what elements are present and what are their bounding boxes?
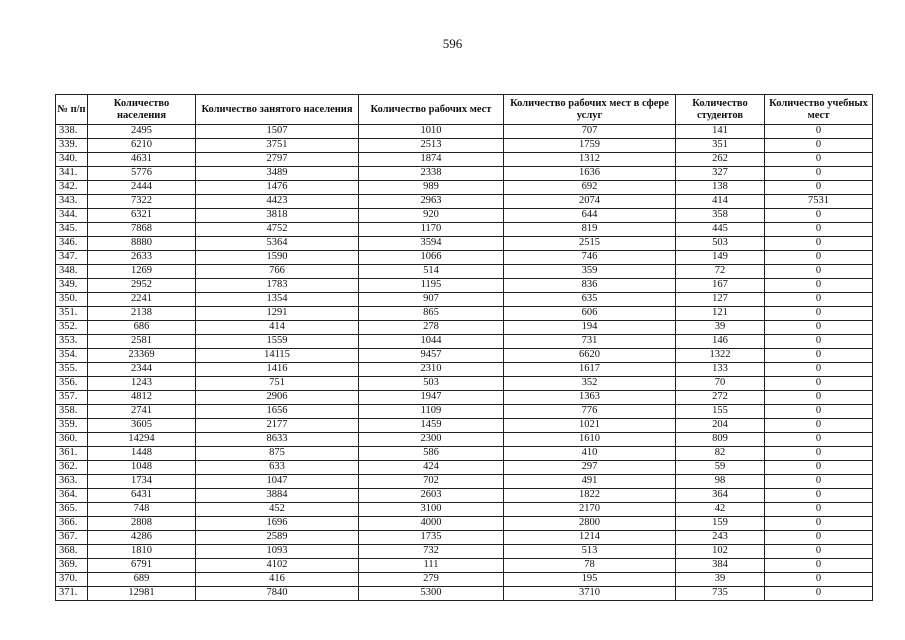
cell-row-number: 365. bbox=[56, 503, 88, 517]
table-row bbox=[56, 559, 873, 573]
cell-row-number: 351. bbox=[56, 307, 88, 321]
cell-employed-population: 4752 bbox=[196, 223, 359, 237]
cell-jobs: 2300 bbox=[359, 433, 504, 447]
cell-study-places: 0 bbox=[765, 447, 873, 461]
cell-study-places: 0 bbox=[765, 251, 873, 265]
cell-row-number: 369. bbox=[56, 559, 88, 573]
cell-students: 364 bbox=[676, 489, 765, 503]
cell-study-places: 0 bbox=[765, 167, 873, 181]
header-students: Количество студентов bbox=[676, 95, 765, 125]
cell-students: 39 bbox=[676, 321, 765, 335]
cell-service-jobs: 731 bbox=[504, 335, 676, 349]
table-row bbox=[56, 293, 873, 307]
cell-students: 384 bbox=[676, 559, 765, 573]
cell-service-jobs: 707 bbox=[504, 125, 676, 139]
cell-students: 204 bbox=[676, 419, 765, 433]
cell-jobs: 503 bbox=[359, 377, 504, 391]
cell-employed-population: 3884 bbox=[196, 489, 359, 503]
table-body bbox=[56, 125, 873, 601]
cell-jobs: 1010 bbox=[359, 125, 504, 139]
cell-jobs: 1874 bbox=[359, 153, 504, 167]
cell-service-jobs: 2074 bbox=[504, 195, 676, 209]
cell-population: 2344 bbox=[88, 363, 196, 377]
cell-population: 4631 bbox=[88, 153, 196, 167]
cell-students: 327 bbox=[676, 167, 765, 181]
cell-jobs: 3100 bbox=[359, 503, 504, 517]
table-row bbox=[56, 223, 873, 237]
cell-students: 141 bbox=[676, 125, 765, 139]
cell-row-number: 371. bbox=[56, 587, 88, 601]
cell-students: 121 bbox=[676, 307, 765, 321]
cell-row-number: 360. bbox=[56, 433, 88, 447]
cell-service-jobs: 1214 bbox=[504, 531, 676, 545]
cell-row-number: 343. bbox=[56, 195, 88, 209]
table-row bbox=[56, 279, 873, 293]
cell-population: 2241 bbox=[88, 293, 196, 307]
cell-row-number: 344. bbox=[56, 209, 88, 223]
cell-row-number: 367. bbox=[56, 531, 88, 545]
cell-study-places: 0 bbox=[765, 475, 873, 489]
cell-study-places: 0 bbox=[765, 573, 873, 587]
cell-population: 689 bbox=[88, 573, 196, 587]
cell-employed-population: 1476 bbox=[196, 181, 359, 195]
table-row bbox=[56, 419, 873, 433]
table-row bbox=[56, 405, 873, 419]
cell-population: 2138 bbox=[88, 307, 196, 321]
cell-students: 1322 bbox=[676, 349, 765, 363]
cell-population: 2808 bbox=[88, 517, 196, 531]
cell-population: 23369 bbox=[88, 349, 196, 363]
cell-population: 4286 bbox=[88, 531, 196, 545]
cell-service-jobs: 491 bbox=[504, 475, 676, 489]
cell-students: 102 bbox=[676, 545, 765, 559]
cell-population: 4812 bbox=[88, 391, 196, 405]
cell-population: 6431 bbox=[88, 489, 196, 503]
cell-row-number: 340. bbox=[56, 153, 88, 167]
cell-employed-population: 1354 bbox=[196, 293, 359, 307]
cell-service-jobs: 359 bbox=[504, 265, 676, 279]
cell-jobs: 4000 bbox=[359, 517, 504, 531]
table-row bbox=[56, 461, 873, 475]
cell-population: 12981 bbox=[88, 587, 196, 601]
cell-row-number: 338. bbox=[56, 125, 88, 139]
cell-row-number: 366. bbox=[56, 517, 88, 531]
table-row bbox=[56, 377, 873, 391]
cell-study-places: 0 bbox=[765, 559, 873, 573]
cell-jobs: 1195 bbox=[359, 279, 504, 293]
cell-jobs: 1109 bbox=[359, 405, 504, 419]
cell-service-jobs: 194 bbox=[504, 321, 676, 335]
cell-study-places: 0 bbox=[765, 503, 873, 517]
cell-service-jobs: 6620 bbox=[504, 349, 676, 363]
cell-row-number: 362. bbox=[56, 461, 88, 475]
cell-service-jobs: 1759 bbox=[504, 139, 676, 153]
cell-employed-population: 1590 bbox=[196, 251, 359, 265]
cell-jobs: 1459 bbox=[359, 419, 504, 433]
cell-students: 445 bbox=[676, 223, 765, 237]
cell-employed-population: 1047 bbox=[196, 475, 359, 489]
cell-row-number: 368. bbox=[56, 545, 88, 559]
cell-study-places: 0 bbox=[765, 335, 873, 349]
table-row bbox=[56, 489, 873, 503]
cell-population: 2495 bbox=[88, 125, 196, 139]
cell-study-places: 0 bbox=[765, 125, 873, 139]
cell-students: 414 bbox=[676, 195, 765, 209]
cell-population: 1810 bbox=[88, 545, 196, 559]
cell-row-number: 350. bbox=[56, 293, 88, 307]
cell-employed-population: 1416 bbox=[196, 363, 359, 377]
cell-service-jobs: 195 bbox=[504, 573, 676, 587]
cell-jobs: 424 bbox=[359, 461, 504, 475]
cell-jobs: 865 bbox=[359, 307, 504, 321]
cell-employed-population: 2906 bbox=[196, 391, 359, 405]
cell-jobs: 2513 bbox=[359, 139, 504, 153]
table-row bbox=[56, 349, 873, 363]
cell-jobs: 907 bbox=[359, 293, 504, 307]
cell-service-jobs: 352 bbox=[504, 377, 676, 391]
cell-row-number: 345. bbox=[56, 223, 88, 237]
cell-service-jobs: 78 bbox=[504, 559, 676, 573]
cell-study-places: 0 bbox=[765, 545, 873, 559]
cell-service-jobs: 2800 bbox=[504, 517, 676, 531]
table-row bbox=[56, 517, 873, 531]
cell-population: 1734 bbox=[88, 475, 196, 489]
cell-study-places: 0 bbox=[765, 377, 873, 391]
cell-service-jobs: 1021 bbox=[504, 419, 676, 433]
header-row-number: № п/п bbox=[56, 95, 88, 125]
table-row bbox=[56, 237, 873, 251]
cell-population: 7868 bbox=[88, 223, 196, 237]
cell-employed-population: 416 bbox=[196, 573, 359, 587]
cell-employed-population: 751 bbox=[196, 377, 359, 391]
cell-service-jobs: 1363 bbox=[504, 391, 676, 405]
cell-study-places: 0 bbox=[765, 433, 873, 447]
cell-service-jobs: 2170 bbox=[504, 503, 676, 517]
cell-students: 243 bbox=[676, 531, 765, 545]
cell-row-number: 355. bbox=[56, 363, 88, 377]
cell-study-places: 0 bbox=[765, 489, 873, 503]
cell-employed-population: 1507 bbox=[196, 125, 359, 139]
table-row bbox=[56, 433, 873, 447]
cell-students: 351 bbox=[676, 139, 765, 153]
cell-service-jobs: 3710 bbox=[504, 587, 676, 601]
cell-row-number: 353. bbox=[56, 335, 88, 349]
cell-jobs: 2963 bbox=[359, 195, 504, 209]
cell-students: 72 bbox=[676, 265, 765, 279]
cell-service-jobs: 410 bbox=[504, 447, 676, 461]
header-jobs: Количество рабочих мест bbox=[359, 95, 504, 125]
table-row bbox=[56, 545, 873, 559]
cell-study-places: 0 bbox=[765, 293, 873, 307]
cell-population: 7322 bbox=[88, 195, 196, 209]
cell-population: 2444 bbox=[88, 181, 196, 195]
cell-service-jobs: 1312 bbox=[504, 153, 676, 167]
cell-jobs: 586 bbox=[359, 447, 504, 461]
cell-row-number: 354. bbox=[56, 349, 88, 363]
cell-jobs: 111 bbox=[359, 559, 504, 573]
cell-service-jobs: 297 bbox=[504, 461, 676, 475]
cell-students: 127 bbox=[676, 293, 765, 307]
cell-employed-population: 2177 bbox=[196, 419, 359, 433]
header-population: Количество населения bbox=[88, 95, 196, 125]
cell-population: 2581 bbox=[88, 335, 196, 349]
cell-study-places: 0 bbox=[765, 237, 873, 251]
table-row bbox=[56, 265, 873, 279]
cell-students: 262 bbox=[676, 153, 765, 167]
cell-population: 1243 bbox=[88, 377, 196, 391]
cell-students: 82 bbox=[676, 447, 765, 461]
cell-study-places: 0 bbox=[765, 349, 873, 363]
cell-service-jobs: 819 bbox=[504, 223, 676, 237]
cell-jobs: 3594 bbox=[359, 237, 504, 251]
cell-jobs: 279 bbox=[359, 573, 504, 587]
cell-service-jobs: 513 bbox=[504, 545, 676, 559]
table-row bbox=[56, 321, 873, 335]
cell-students: 42 bbox=[676, 503, 765, 517]
cell-students: 149 bbox=[676, 251, 765, 265]
cell-study-places: 0 bbox=[765, 139, 873, 153]
cell-students: 735 bbox=[676, 587, 765, 601]
cell-population: 3605 bbox=[88, 419, 196, 433]
cell-students: 503 bbox=[676, 237, 765, 251]
cell-row-number: 347. bbox=[56, 251, 88, 265]
cell-employed-population: 7840 bbox=[196, 587, 359, 601]
cell-jobs: 920 bbox=[359, 209, 504, 223]
cell-employed-population: 633 bbox=[196, 461, 359, 475]
cell-service-jobs: 1822 bbox=[504, 489, 676, 503]
cell-row-number: 349. bbox=[56, 279, 88, 293]
cell-jobs: 2603 bbox=[359, 489, 504, 503]
cell-row-number: 342. bbox=[56, 181, 88, 195]
table-row bbox=[56, 209, 873, 223]
cell-employed-population: 3818 bbox=[196, 209, 359, 223]
data-table bbox=[55, 94, 873, 601]
cell-population: 686 bbox=[88, 321, 196, 335]
cell-employed-population: 3751 bbox=[196, 139, 359, 153]
cell-row-number: 356. bbox=[56, 377, 88, 391]
cell-row-number: 348. bbox=[56, 265, 88, 279]
cell-study-places: 0 bbox=[765, 461, 873, 475]
cell-population: 2633 bbox=[88, 251, 196, 265]
cell-students: 59 bbox=[676, 461, 765, 475]
cell-service-jobs: 635 bbox=[504, 293, 676, 307]
cell-students: 138 bbox=[676, 181, 765, 195]
cell-row-number: 341. bbox=[56, 167, 88, 181]
cell-jobs: 278 bbox=[359, 321, 504, 335]
cell-population: 5776 bbox=[88, 167, 196, 181]
table-row bbox=[56, 195, 873, 209]
table-row bbox=[56, 363, 873, 377]
cell-students: 167 bbox=[676, 279, 765, 293]
cell-service-jobs: 746 bbox=[504, 251, 676, 265]
cell-population: 6210 bbox=[88, 139, 196, 153]
cell-population: 2952 bbox=[88, 279, 196, 293]
cell-study-places: 0 bbox=[765, 181, 873, 195]
table-row bbox=[56, 153, 873, 167]
cell-students: 809 bbox=[676, 433, 765, 447]
cell-service-jobs: 692 bbox=[504, 181, 676, 195]
cell-population: 1448 bbox=[88, 447, 196, 461]
cell-row-number: 357. bbox=[56, 391, 88, 405]
cell-employed-population: 414 bbox=[196, 321, 359, 335]
cell-row-number: 339. bbox=[56, 139, 88, 153]
cell-study-places: 0 bbox=[765, 405, 873, 419]
cell-service-jobs: 1617 bbox=[504, 363, 676, 377]
cell-study-places: 0 bbox=[765, 517, 873, 531]
cell-jobs: 5300 bbox=[359, 587, 504, 601]
cell-employed-population: 1291 bbox=[196, 307, 359, 321]
cell-population: 1269 bbox=[88, 265, 196, 279]
cell-row-number: 364. bbox=[56, 489, 88, 503]
cell-study-places: 0 bbox=[765, 531, 873, 545]
cell-row-number: 363. bbox=[56, 475, 88, 489]
table-row bbox=[56, 125, 873, 139]
cell-jobs: 1735 bbox=[359, 531, 504, 545]
table-row bbox=[56, 475, 873, 489]
cell-students: 146 bbox=[676, 335, 765, 349]
cell-study-places: 0 bbox=[765, 419, 873, 433]
cell-employed-population: 2797 bbox=[196, 153, 359, 167]
cell-study-places: 0 bbox=[765, 223, 873, 237]
table-row bbox=[56, 307, 873, 321]
cell-employed-population: 8633 bbox=[196, 433, 359, 447]
cell-employed-population: 2589 bbox=[196, 531, 359, 545]
cell-service-jobs: 1636 bbox=[504, 167, 676, 181]
cell-employed-population: 452 bbox=[196, 503, 359, 517]
header-study-places: Количество учебных мест bbox=[765, 95, 873, 125]
cell-employed-population: 1559 bbox=[196, 335, 359, 349]
cell-employed-population: 1696 bbox=[196, 517, 359, 531]
cell-study-places: 0 bbox=[765, 587, 873, 601]
cell-study-places: 0 bbox=[765, 209, 873, 223]
cell-jobs: 514 bbox=[359, 265, 504, 279]
cell-employed-population: 14115 bbox=[196, 349, 359, 363]
cell-row-number: 370. bbox=[56, 573, 88, 587]
cell-students: 133 bbox=[676, 363, 765, 377]
cell-employed-population: 4423 bbox=[196, 195, 359, 209]
cell-students: 70 bbox=[676, 377, 765, 391]
cell-students: 39 bbox=[676, 573, 765, 587]
cell-service-jobs: 2515 bbox=[504, 237, 676, 251]
cell-row-number: 346. bbox=[56, 237, 88, 251]
table-row bbox=[56, 335, 873, 349]
page-number: 596 bbox=[442, 36, 463, 51]
cell-population: 6791 bbox=[88, 559, 196, 573]
cell-population: 6321 bbox=[88, 209, 196, 223]
cell-jobs: 702 bbox=[359, 475, 504, 489]
cell-service-jobs: 606 bbox=[504, 307, 676, 321]
cell-employed-population: 1783 bbox=[196, 279, 359, 293]
cell-jobs: 2338 bbox=[359, 167, 504, 181]
cell-service-jobs: 836 bbox=[504, 279, 676, 293]
cell-study-places: 0 bbox=[765, 363, 873, 377]
table-row bbox=[56, 391, 873, 405]
cell-students: 98 bbox=[676, 475, 765, 489]
cell-row-number: 352. bbox=[56, 321, 88, 335]
cell-service-jobs: 644 bbox=[504, 209, 676, 223]
cell-service-jobs: 1610 bbox=[504, 433, 676, 447]
cell-employed-population: 3489 bbox=[196, 167, 359, 181]
cell-students: 159 bbox=[676, 517, 765, 531]
table-row bbox=[56, 503, 873, 517]
cell-service-jobs: 776 bbox=[504, 405, 676, 419]
header-service-jobs: Количество рабочих мест в сфере услуг bbox=[504, 95, 676, 125]
cell-population: 14294 bbox=[88, 433, 196, 447]
table-row bbox=[56, 531, 873, 545]
header-employed-population: Количество занятого населения bbox=[196, 95, 359, 125]
cell-employed-population: 1656 bbox=[196, 405, 359, 419]
cell-row-number: 358. bbox=[56, 405, 88, 419]
cell-students: 155 bbox=[676, 405, 765, 419]
cell-students: 358 bbox=[676, 209, 765, 223]
cell-study-places: 0 bbox=[765, 391, 873, 405]
cell-row-number: 361. bbox=[56, 447, 88, 461]
cell-students: 272 bbox=[676, 391, 765, 405]
table-row bbox=[56, 167, 873, 181]
cell-employed-population: 875 bbox=[196, 447, 359, 461]
table-row bbox=[56, 587, 873, 601]
cell-jobs: 1066 bbox=[359, 251, 504, 265]
cell-population: 1048 bbox=[88, 461, 196, 475]
cell-population: 8880 bbox=[88, 237, 196, 251]
table-row bbox=[56, 447, 873, 461]
cell-study-places: 7531 bbox=[765, 195, 873, 209]
cell-study-places: 0 bbox=[765, 153, 873, 167]
cell-study-places: 0 bbox=[765, 265, 873, 279]
table-header-row bbox=[56, 95, 873, 125]
cell-row-number: 359. bbox=[56, 419, 88, 433]
cell-study-places: 0 bbox=[765, 321, 873, 335]
cell-jobs: 9457 bbox=[359, 349, 504, 363]
table-row bbox=[56, 181, 873, 195]
table-row bbox=[56, 139, 873, 153]
cell-jobs: 2310 bbox=[359, 363, 504, 377]
cell-study-places: 0 bbox=[765, 307, 873, 321]
cell-jobs: 1044 bbox=[359, 335, 504, 349]
table-row bbox=[56, 573, 873, 587]
cell-employed-population: 1093 bbox=[196, 545, 359, 559]
cell-population: 748 bbox=[88, 503, 196, 517]
table-row bbox=[56, 251, 873, 265]
cell-employed-population: 4102 bbox=[196, 559, 359, 573]
cell-jobs: 1947 bbox=[359, 391, 504, 405]
cell-employed-population: 766 bbox=[196, 265, 359, 279]
cell-jobs: 732 bbox=[359, 545, 504, 559]
cell-employed-population: 5364 bbox=[196, 237, 359, 251]
cell-population: 2741 bbox=[88, 405, 196, 419]
cell-jobs: 1170 bbox=[359, 223, 504, 237]
cell-study-places: 0 bbox=[765, 279, 873, 293]
cell-jobs: 989 bbox=[359, 181, 504, 195]
